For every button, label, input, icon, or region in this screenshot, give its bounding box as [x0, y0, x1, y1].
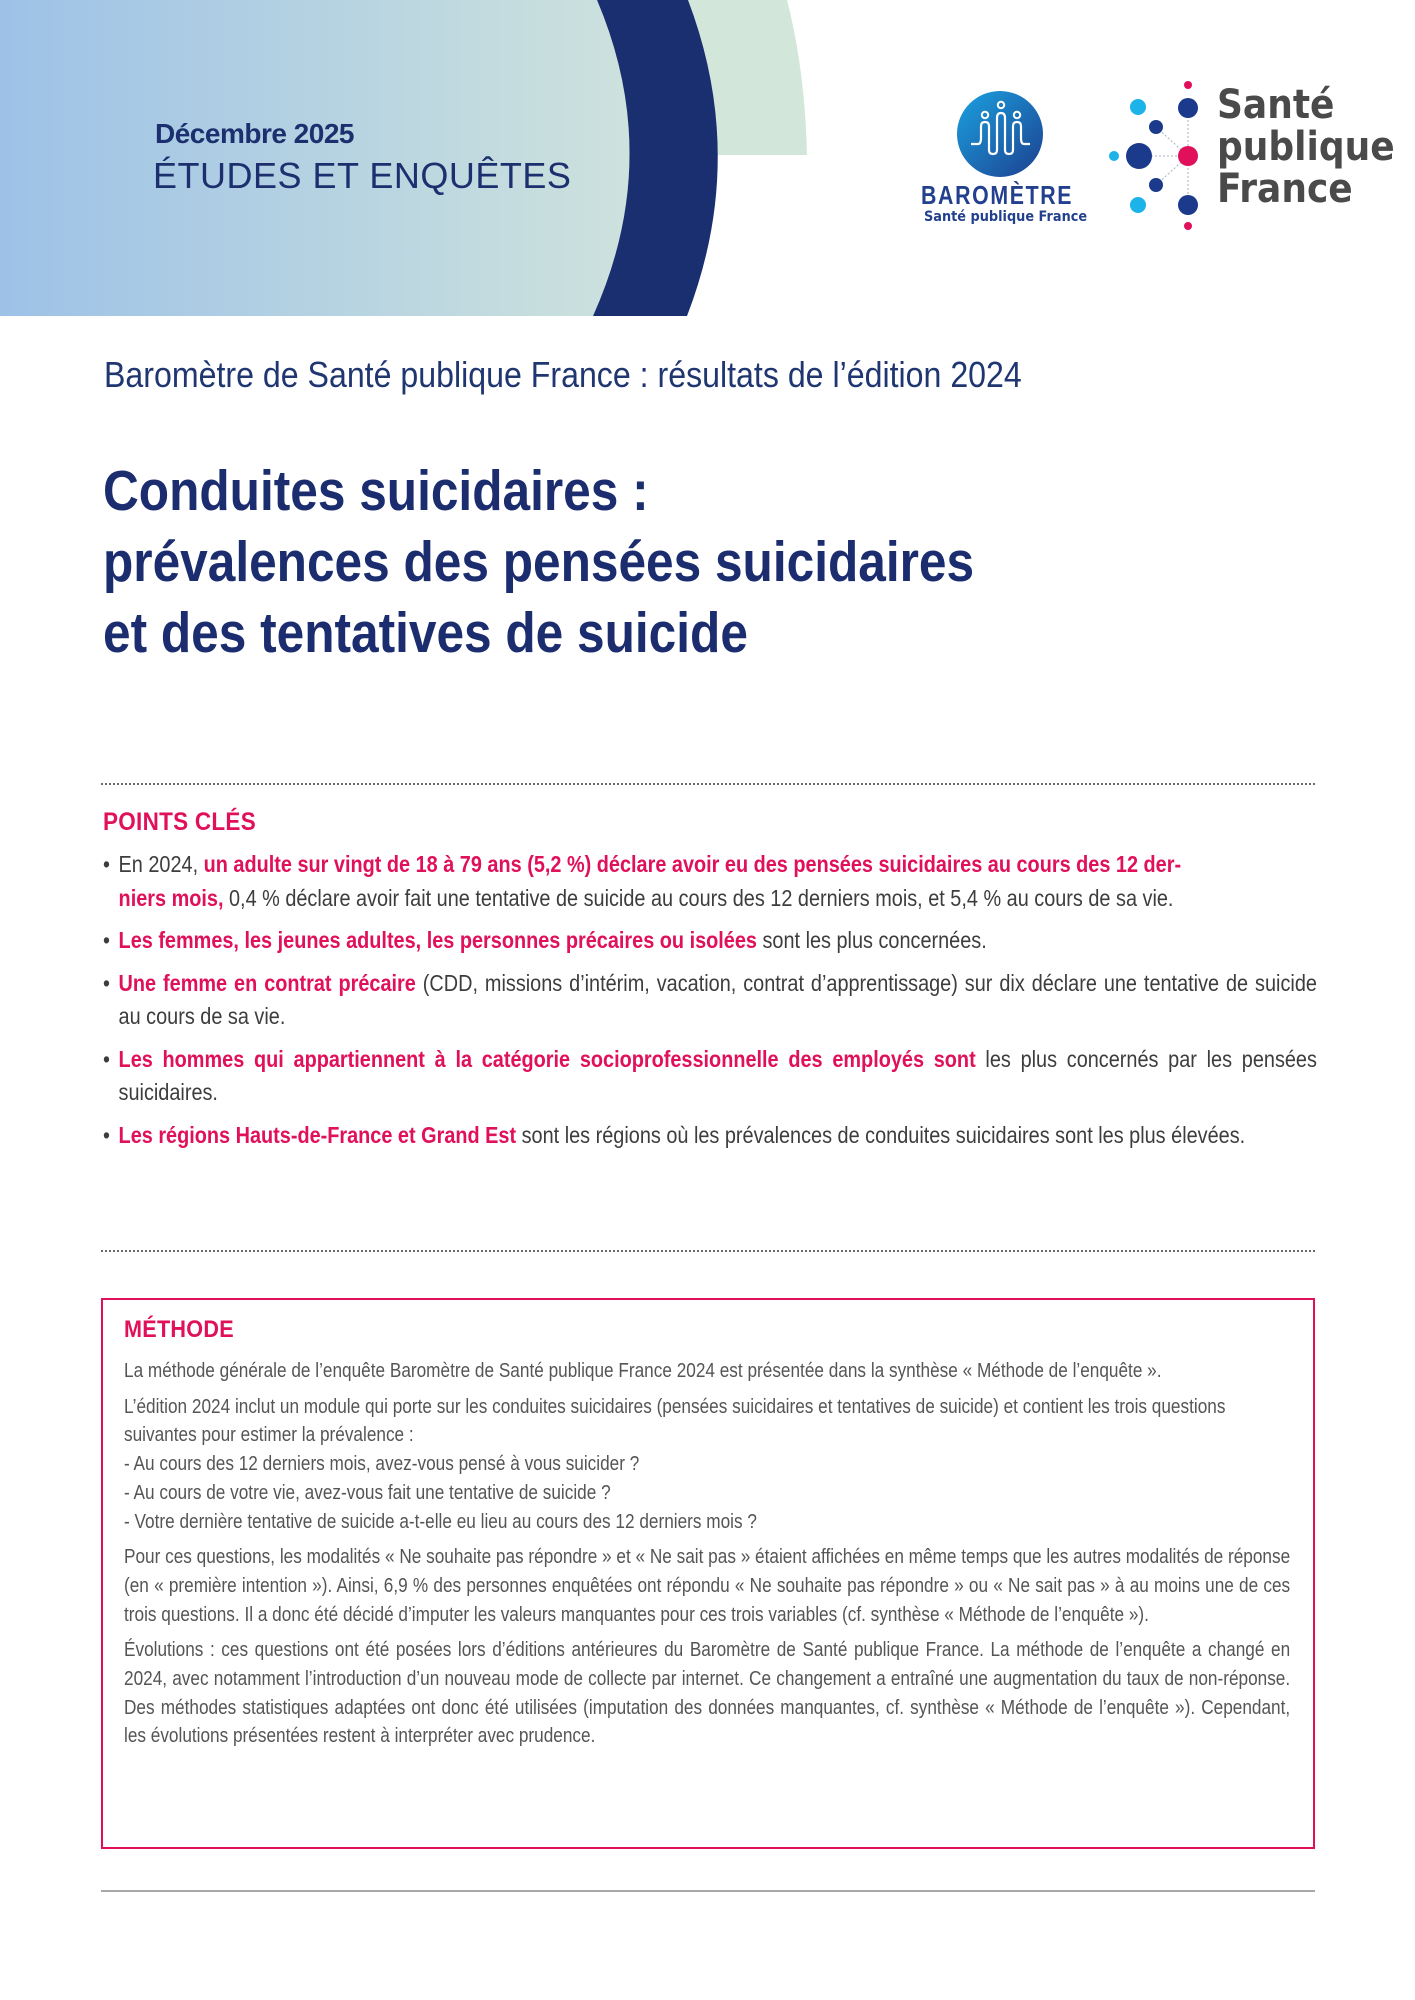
key-points-list: [103, 848, 1317, 1161]
key-point-text: 0,4 % déclare avoir fait une tentative de suicide au cours des 12 derniers mois, et 5,4 % au cours de sa vie.: [223, 884, 1174, 911]
method-paragraph-1: La méthode générale de l’enquête Baromètre de Santé publique France 2024 est présentée dans la synthèse « Méthode de l’enquête ».: [124, 1360, 1162, 1382]
bullet-icon: •: [103, 969, 110, 996]
key-point-text: (CDD, missions d’intérim, vacation, contrat d’apprentissage) sur dix déclare une tentative de suicide au cours de sa vie.: [118, 969, 1317, 1029]
key-point-item: [103, 924, 1317, 958]
spf-logo-line2: publique: [1217, 124, 1395, 170]
footer-divider: [101, 1890, 1315, 1892]
bullet-icon: •: [103, 1045, 110, 1072]
method-question-3: - Votre dernière tentative de suicide a-t-elle eu lieu au cours des 12 derniers mois ?: [124, 1510, 757, 1533]
key-point-text: les plus concernés par les pensées suicidaires.: [118, 1045, 1317, 1105]
page-title-line-1: Conduites suicidaires :: [103, 459, 649, 523]
key-point-highlight: Les femmes, les jeunes adultes, les personnes précaires ou isolées: [118, 927, 757, 953]
key-point-text: sont les plus concernées.: [756, 927, 987, 953]
method-heading: MÉTHODE: [124, 1316, 234, 1343]
key-point-item: [103, 848, 1317, 915]
method-question-1: - Au cours des 12 derniers mois, avez-vous pensé à vous suicider ?: [124, 1453, 640, 1476]
key-point-item: [103, 967, 1317, 1034]
key-point-highlight: Les régions Hauts-de-France et Grand Est: [118, 1121, 517, 1148]
page-title: [103, 456, 974, 669]
key-point-highlight: un adulte sur vingt de 18 à 79 ans (5,2 %) déclare avoir eu des pensées suicidaires au cours des 12 der-: [203, 851, 1182, 877]
key-point-item: [103, 1043, 1317, 1110]
spf-logo-line3: France: [1217, 166, 1353, 212]
spf-logo: [1105, 78, 1395, 238]
bullet-icon: •: [103, 1121, 110, 1148]
barometre-people-wave-icon: [915, 88, 1065, 183]
molecule-dots-icon: [1105, 78, 1205, 238]
key-points-heading: POINTS CLÉS: [103, 808, 256, 836]
key-point-highlight: Une femme en contrat précaire: [118, 969, 416, 996]
publication-date: Décembre 2025: [155, 118, 354, 149]
key-point-highlight: niers mois,: [118, 884, 224, 911]
method-intro: L’édition 2024 inclut un module qui porte sur les conduites suicidaires (pensées suicidaires et tentatives de suicide) et contient les trois questions suivantes pour estimer la prévalence :: [124, 1395, 1226, 1447]
spf-logo-line1: Santé: [1217, 82, 1335, 128]
key-point-text: En 2024,: [118, 851, 204, 877]
method-body: [124, 1357, 1290, 1758]
method-question-2: - Au cours de votre vie, avez-vous fait une tentative de suicide ?: [124, 1481, 611, 1504]
dotted-divider-top: [101, 783, 1315, 785]
page-title-line-3: et des tentatives de suicide: [103, 601, 748, 665]
method-paragraph-3: Pour ces questions, les modalités « Ne souhaite pas répondre » et « Ne sait pas » étaient affichées en même temps que les autres modalités de réponse (en « première intention »). Ainsi, 6,9 % des personnes enquêtées ont répondu « Ne souhaite pas répondre » ou « Ne sait pas » à au moins une de ces trois questions. Il a donc été décidé d’imputer les valeurs manquantes pour ces trois variables (cf. synthèse « Méthode de l’enquête »).: [124, 1546, 1291, 1626]
barometre-logo-name: BAROMÈTRE: [921, 180, 1074, 210]
key-point-highlight: Les hommes qui appartiennent à la catégorie socioprofessionnelle des employés sont: [118, 1045, 976, 1072]
method-paragraph-2: [124, 1393, 1290, 1537]
barometre-logo-tagline: Santé publique France: [924, 209, 1088, 225]
method-paragraph-4: Évolutions : ces questions ont été posées lors d’éditions antérieures du Baromètre de Santé publique France. La méthode de l’enquête a changé en 2024, avec notamment l’introduction d’un nouveau mode de collecte par internet. Ce changement a entraîné une augmentation du taux de non-réponse. Des méthodes statistiques adaptées ont donc été utilisées (imputation des données manquantes, cf. synthèse « Méthode de l’enquête »). Cependant, les évolutions présentées restent à interpréter avec prudence.: [124, 1639, 1291, 1748]
page-title-line-2: prévalences des pensées suicidaires: [103, 530, 975, 594]
report-subtitle: Baromètre de Santé publique France : résultats de l’édition 2024: [104, 354, 1022, 395]
bullet-icon: •: [103, 851, 110, 877]
barometre-logo: [915, 88, 1088, 228]
key-point-text: sont les régions où les prévalences de conduites suicidaires sont les plus élevées.: [516, 1121, 1246, 1148]
dotted-divider-bottom: [101, 1250, 1315, 1252]
publication-series: ÉTUDES ET ENQUÊTES: [153, 155, 572, 196]
key-point-item: [103, 1119, 1317, 1153]
bullet-icon: •: [103, 927, 110, 953]
